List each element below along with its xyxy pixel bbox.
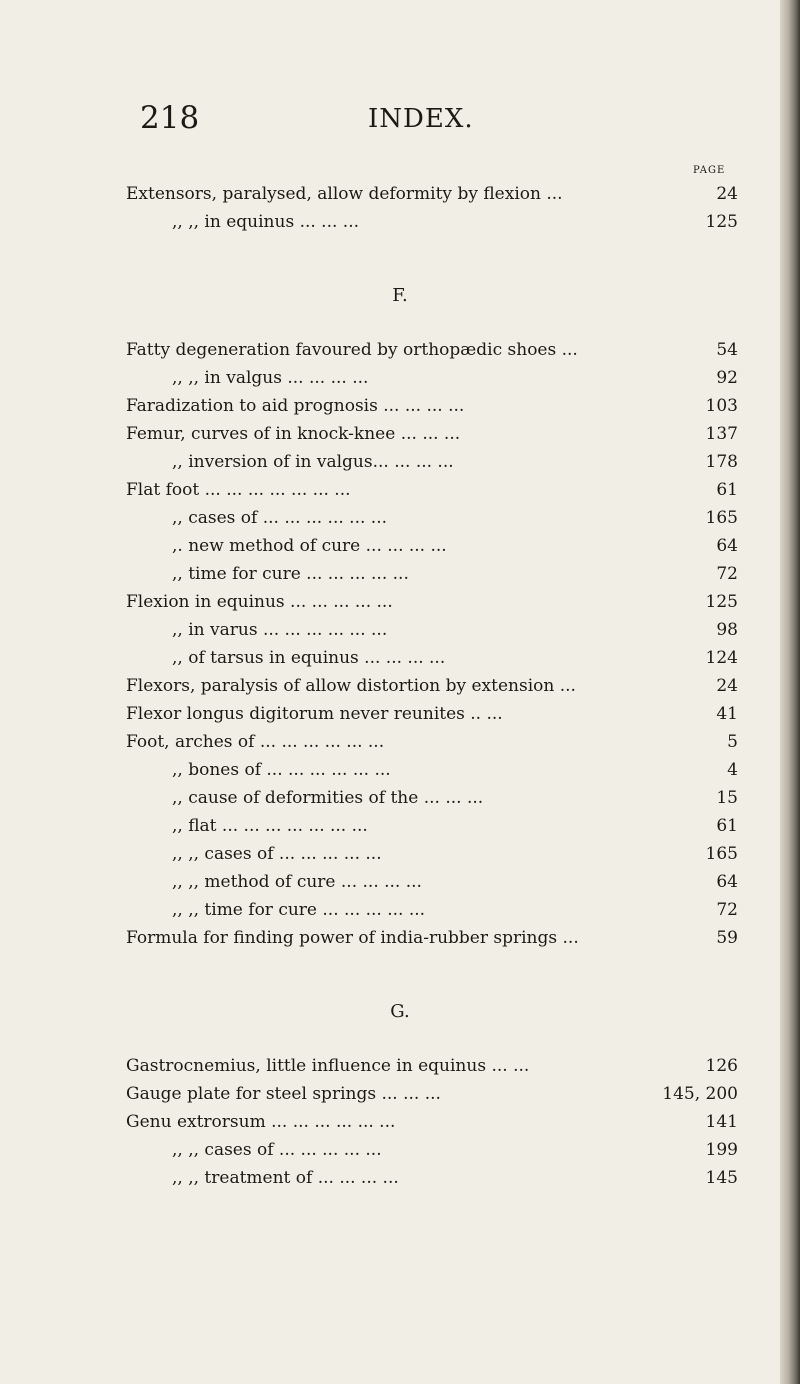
entry-page: 72: [716, 900, 738, 920]
index-entry: [0, 816, 800, 842]
entry-text: Femur, curves of in knock-knee ... ... ...: [126, 424, 461, 444]
index-entry: [0, 1112, 800, 1138]
entry-text: ,, in varus ... ... ... ... ... ...: [172, 620, 388, 640]
entry-page: 92: [716, 368, 738, 388]
index-entry: [0, 872, 800, 898]
entry-page: 124: [705, 648, 738, 668]
running-title: INDEX.: [368, 104, 474, 134]
entry-page: 137: [705, 424, 738, 444]
entry-text: Genu extrorsum ... ... ... ... ... ...: [126, 1112, 396, 1132]
entry-page: 41: [716, 704, 738, 724]
index-entry: [0, 732, 800, 758]
entry-page: 72: [716, 564, 738, 584]
index-entry: [0, 844, 800, 870]
index-entry: [0, 788, 800, 814]
index-entry: [0, 704, 800, 730]
entry-text: Flat foot ... ... ... ... ... ... ...: [126, 480, 351, 500]
index-entry: [0, 212, 800, 238]
index-entry: [0, 1140, 800, 1166]
entry-page: 165: [705, 508, 738, 528]
index-entry: [0, 676, 800, 702]
entry-text: Formula for finding power of india-rubber springs ...: [126, 928, 579, 948]
section-letter-g: G.: [390, 1001, 410, 1022]
index-entry: [0, 760, 800, 786]
entry-page: 24: [716, 184, 738, 204]
index-entry: [0, 1084, 800, 1110]
page-column-label: PAGE: [693, 165, 726, 176]
index-entry: [0, 368, 800, 394]
entry-text: ,, inversion of in valgus... ... ... ...: [172, 452, 454, 472]
entry-page: 59: [716, 928, 738, 948]
entry-text: ,, ,, treatment of ... ... ... ...: [172, 1168, 399, 1188]
entry-text: ,, bones of ... ... ... ... ... ...: [172, 760, 391, 780]
entry-text: ,, of tarsus in equinus ... ... ... ...: [172, 648, 446, 668]
index-entry: [0, 396, 800, 422]
entry-text: Extensors, paralysed, allow deformity by flexion ...: [126, 184, 563, 204]
entry-page: 178: [705, 452, 738, 472]
entry-text: ,, ,, method of cure ... ... ... ...: [172, 872, 422, 892]
entry-page: 103: [705, 396, 738, 416]
entry-page: 64: [716, 536, 738, 556]
index-entry: [0, 564, 800, 590]
index-entry: [0, 536, 800, 562]
entry-page: 15: [716, 788, 738, 808]
entry-text: Gauge plate for steel springs ... ... ...: [126, 1084, 441, 1104]
entry-page: 61: [716, 816, 738, 836]
index-entry: [0, 184, 800, 210]
index-entry: [0, 900, 800, 926]
entry-text: ,, cases of ... ... ... ... ... ...: [172, 508, 387, 528]
entry-text: ,, ,, cases of ... ... ... ... ...: [172, 844, 382, 864]
index-entry: [0, 620, 800, 646]
index-entry: [0, 480, 800, 506]
entry-page: 125: [705, 592, 738, 612]
index-entry: [0, 648, 800, 674]
entry-text: Flexion in equinus ... ... ... ... ...: [126, 592, 393, 612]
entry-page: 98: [716, 620, 738, 640]
entry-text: ,, flat ... ... ... ... ... ... ...: [172, 816, 368, 836]
entry-text: Foot, arches of ... ... ... ... ... ...: [126, 732, 385, 752]
index-entry: [0, 592, 800, 618]
entry-page: 145, 200: [662, 1084, 738, 1104]
entry-page: 165: [705, 844, 738, 864]
entry-page: 54: [716, 340, 738, 360]
entry-page: 126: [705, 1056, 738, 1076]
index-entry: [0, 1168, 800, 1194]
entry-text: ,, time for cure ... ... ... ... ...: [172, 564, 409, 584]
entry-page: 4: [727, 760, 738, 780]
entry-text: ,. new method of cure ... ... ... ...: [172, 536, 447, 556]
entry-page: 64: [716, 872, 738, 892]
index-entry: [0, 340, 800, 366]
index-entry: [0, 1056, 800, 1082]
entry-page: 199: [705, 1140, 738, 1160]
entry-page: 125: [705, 212, 738, 232]
entry-page: 5: [727, 732, 738, 752]
entry-page: 141: [705, 1112, 738, 1132]
index-entry: [0, 928, 800, 954]
index-entry: [0, 424, 800, 450]
entry-page: 61: [716, 480, 738, 500]
index-entry: [0, 508, 800, 534]
section-letter-f: F.: [392, 285, 408, 306]
entry-text: Faradization to aid prognosis ... ... ... ...: [126, 396, 465, 416]
entry-text: ,, cause of deformities of the ... ... ...: [172, 788, 484, 808]
entry-text: ,, ,, in valgus ... ... ... ...: [172, 368, 369, 388]
entry-text: Gastrocnemius, little influence in equinus ... ...: [126, 1056, 530, 1076]
entry-text: Fatty degeneration favoured by orthopædic shoes ...: [126, 340, 578, 360]
index-entry: [0, 452, 800, 478]
entry-text: ,, ,, time for cure ... ... ... ... ...: [172, 900, 426, 920]
entry-text: ,, ,, in equinus ... ... ...: [172, 212, 360, 232]
entry-page: 24: [716, 676, 738, 696]
entry-page: 145: [705, 1168, 738, 1188]
page-number: 218: [140, 100, 200, 136]
entry-text: Flexors, paralysis of allow distortion by extension ...: [126, 676, 576, 696]
entry-text: ,, ,, cases of ... ... ... ... ...: [172, 1140, 382, 1160]
entry-text: Flexor longus digitorum never reunites .. ...: [126, 704, 503, 724]
